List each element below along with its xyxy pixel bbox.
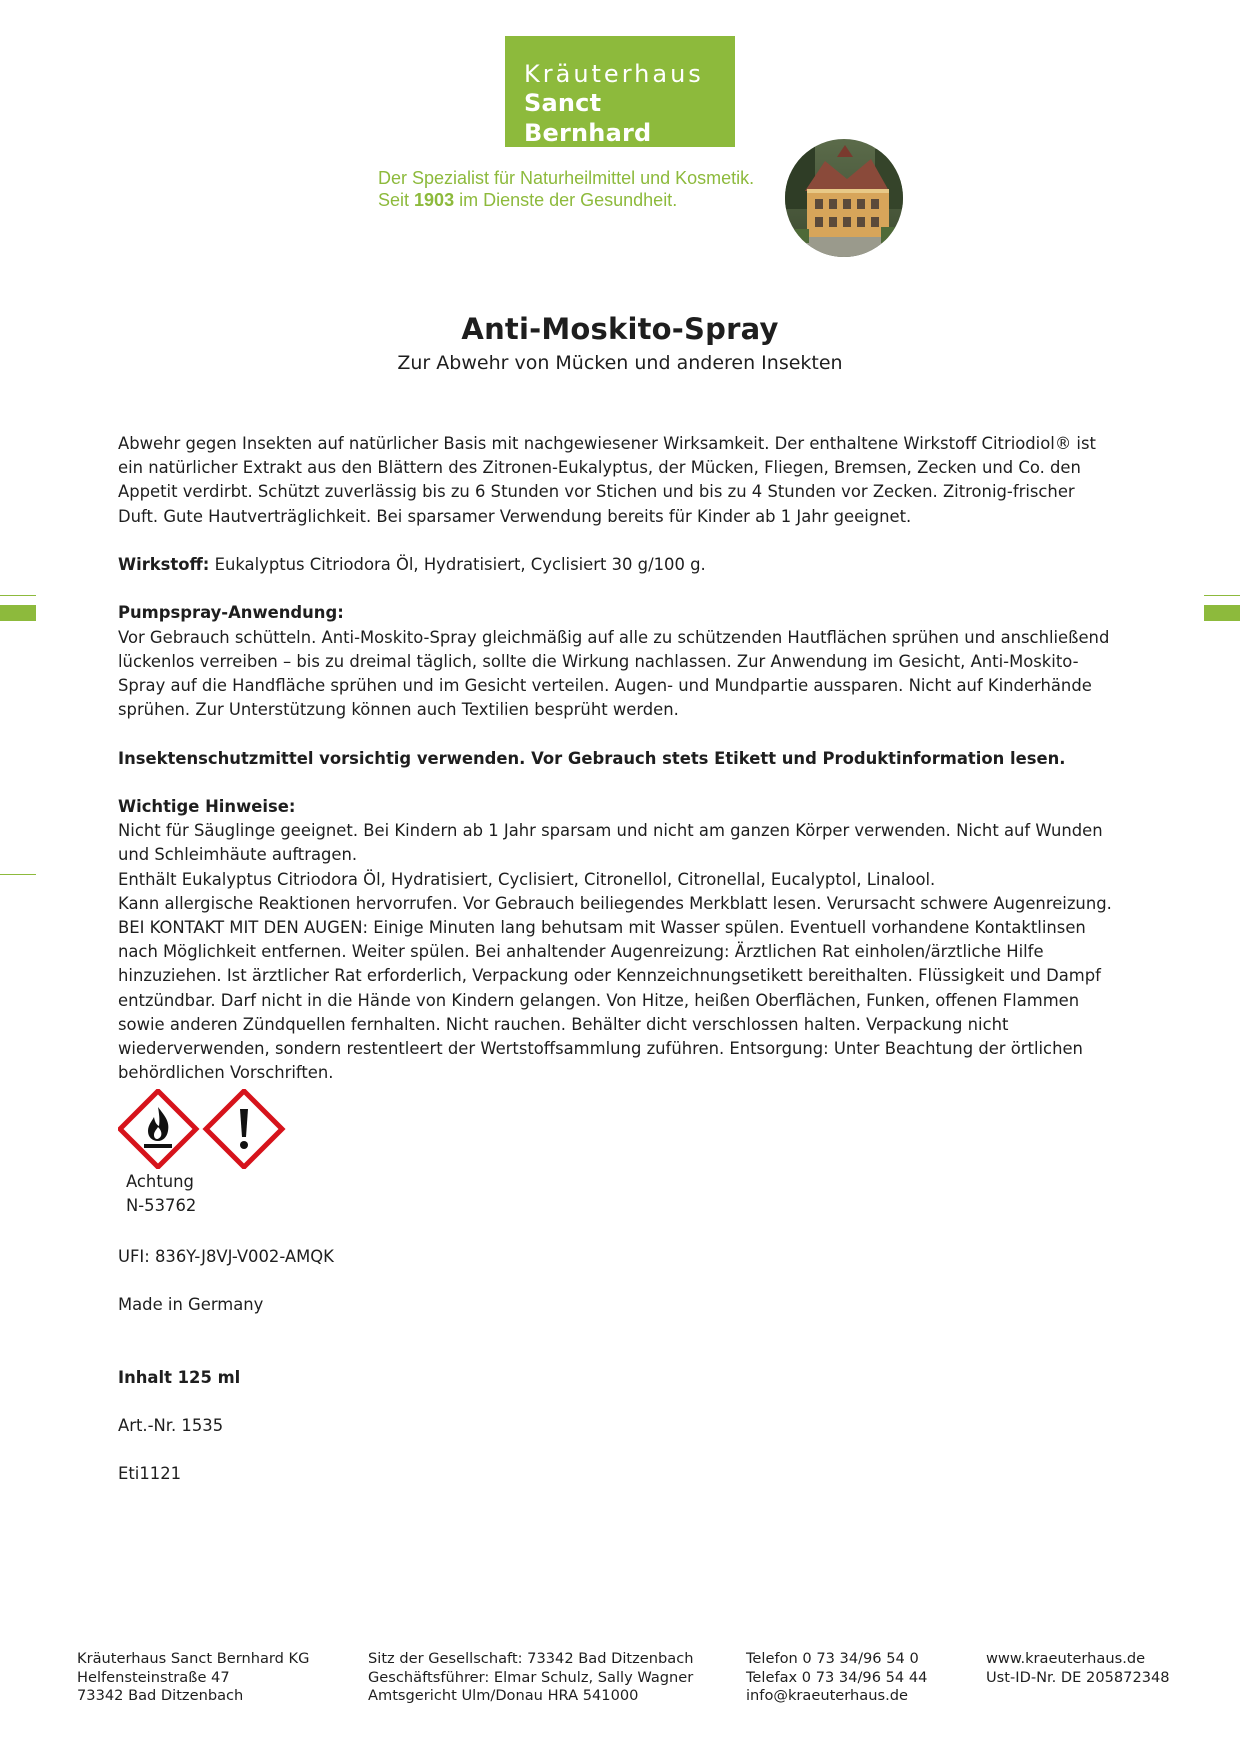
fold-line-left-bottom: [0, 874, 36, 875]
brand-name-line1: Kräuterhaus: [524, 60, 704, 88]
footer-contact: [746, 1650, 927, 1706]
wirkstoff-paragraph: [118, 553, 1118, 577]
brand-name-line2: Sanct Bernhard: [524, 89, 652, 147]
wirkstoff-label: Wirkstoff:: [118, 555, 210, 574]
flame-icon: [120, 1091, 196, 1167]
intro-paragraph: Abwehr gegen Insekten auf natürlicher Basis mit nachgewiesener Wirksamkeit. Der enthaltene Wirkstoff Citriodiol® ist ein natürlicher Extrakt aus den Blättern des Zitronen-Eukalyptus, der Mücken, Fliegen, Bremsen, Zecken und Co. den Appetit verdirbt. Schützt zuverlässig bis zu 6 Stunden vor Stichen und bis zu 4 Stunden vor Zecken. Zitronig-frischer Duft. Gute Hautverträglichkeit. Bei sparsamer Verwendung bereits für Kinder ab 1 Jahr geeignet.: [118, 434, 1096, 526]
footer-email[interactable]: info@kraeuterhaus.de: [746, 1687, 908, 1705]
hazard-pictogram-svg: [118, 1089, 288, 1169]
label-id: Eti1121: [118, 1464, 182, 1483]
footer-court: Amtsgericht Ulm/Donau HRA 541000: [368, 1687, 639, 1705]
footer-legal: [368, 1650, 693, 1706]
article-number: Art.-Nr. 1535: [118, 1416, 224, 1435]
fold-mark-left: [0, 605, 36, 621]
hazard-pictograms: [118, 1089, 288, 1169]
hazard-code: N-53762: [126, 1196, 197, 1216]
anwendung-text: Vor Gebrauch schütteln. Anti-Moskito-Spray gleichmäßig auf alle zu schützenden Hautflächen sprühen und anschließend lückenlos verreiben – bis zu dreimal täglich, sollte die Wirkung nachlassen. Zur Anwendung im Gesicht, Anti-Moskito-Spray auf die Handfläche sprühen und im Gesicht verteilen. Augen- und Mundpartie aussparen. Nicht auf Kinderhände sprühen. Zur Unterstützung können auch Textilien besprüht werden.: [118, 627, 1110, 720]
warning-paragraph: Insektenschutzmittel vorsichtig verwenden. Vor Gebrauch stets Etikett und Produktinformation lesen.: [118, 748, 1066, 768]
fold-line-left-top: [0, 595, 36, 596]
tagline-line1: Der Spezialist für Naturheilmittel und Kosmetik.: [378, 168, 755, 188]
content-volume: Inhalt 125 ml: [118, 1368, 241, 1387]
footer-website[interactable]: www.kraeuterhaus.de: [986, 1650, 1146, 1667]
footer-company: [77, 1650, 309, 1706]
footer-vat-id: Ust-ID-Nr. DE 205872348: [986, 1668, 1170, 1686]
founding-year: 1903: [414, 190, 455, 210]
origin-text: Made in Germany: [118, 1295, 264, 1314]
product-description: [118, 432, 1118, 1110]
footer-street: Helfensteinstraße 47: [77, 1668, 230, 1686]
tagline-line2: [378, 189, 754, 211]
footer-fax: Telefax 0 73 34/96 54 44: [746, 1668, 928, 1686]
fold-line-right-top: [1204, 595, 1240, 596]
hinweise-text-2: Enthält Eukalyptus Citriodora Öl, Hydratisiert, Cyclisiert, Citronellol, Citronellal, Eucalyptol, Linalool.: [118, 869, 936, 889]
fold-mark-right: [1204, 605, 1240, 621]
footer-city: 73342 Bad Ditzenbach: [77, 1687, 244, 1705]
wirkstoff-text: Eukalyptus Citriodora Öl, Hydratisiert, Cyclisiert 30 g/100 g.: [209, 555, 706, 574]
tagline-suffix: im Dienste der Gesundheit.: [454, 190, 678, 210]
ufi-code: UFI: 836Y-J8VJ-V002-AMQK: [118, 1247, 334, 1266]
hinweise-paragraph: [118, 795, 1118, 1085]
footer-phone: Telefon 0 73 34/96 54 0: [746, 1650, 919, 1667]
anwendung-paragraph: [118, 601, 1118, 722]
footer-managers: Geschäftsführer: Elmar Schulz, Sally Wagner: [368, 1668, 694, 1686]
tagline-prefix: Seit: [378, 190, 415, 210]
product-title: Anti-Moskito-Spray: [461, 312, 779, 346]
hinweise-text-1: Nicht für Säuglinge geeignet. Bei Kindern ab 1 Jahr sparsam und nicht am ganzen Körper verwenden. Nicht auf Wunden und Schleimhäute auftragen.: [118, 821, 1103, 865]
product-subtitle: Zur Abwehr von Mücken und anderen Insekten: [397, 352, 843, 374]
footer-company-name: Kräuterhaus Sanct Bernhard KG: [77, 1650, 310, 1667]
anwendung-label: Pumpspray-Anwendung:: [118, 603, 344, 623]
building-photo-image: [785, 139, 903, 257]
signal-word: Achtung: [126, 1172, 194, 1191]
hinweise-label: Wichtige Hinweise:: [118, 796, 296, 816]
footer-web: [986, 1650, 1170, 1687]
brand-logo: [505, 36, 735, 147]
brand-tagline: [378, 167, 754, 211]
exclamation-icon: [206, 1091, 282, 1167]
hinweise-text-3: Kann allergische Reaktionen hervorrufen. Vor Gebrauch beiliegendes Merkblatt lesen. Verursacht schwere Augenreizung. BEI KONTAKT MIT DEN AUGEN: Einige Minuten lang behutsam mit Wasser spülen. Eventuell vorhandene Kontaktlinsen nach Möglichkeit entfernen. Weiter spülen. Bei anhaltender Augenreizung: Ärztlichen Rat einholen/ärztliche Hilfe hinzuziehen. Ist ärztlicher Rat erforderlich, Verpackung oder Kennzeichnungsetikett bereithalten. Flüssigkeit und Dampf entzündbar. Darf nicht in die Hände von Kindern gelangen. Von Hitze, heißen Oberflächen, Funken, offenen Flammen sowie anderen Zündquellen fernhalten. Nicht rauchen. Behälter dicht verschlossen halten. Verpackung nicht wiederverwenden, sondern restentleert der Wertstoffsammlung zuführen. Entsorgung: Unter Beachtung der örtlichen behördlichen Vorschriften.: [118, 893, 1112, 1083]
footer-seat: Sitz der Gesellschaft: 73342 Bad Ditzenbach: [368, 1650, 694, 1667]
building-photo: [785, 139, 903, 257]
hazard-caption: [126, 1170, 196, 1218]
